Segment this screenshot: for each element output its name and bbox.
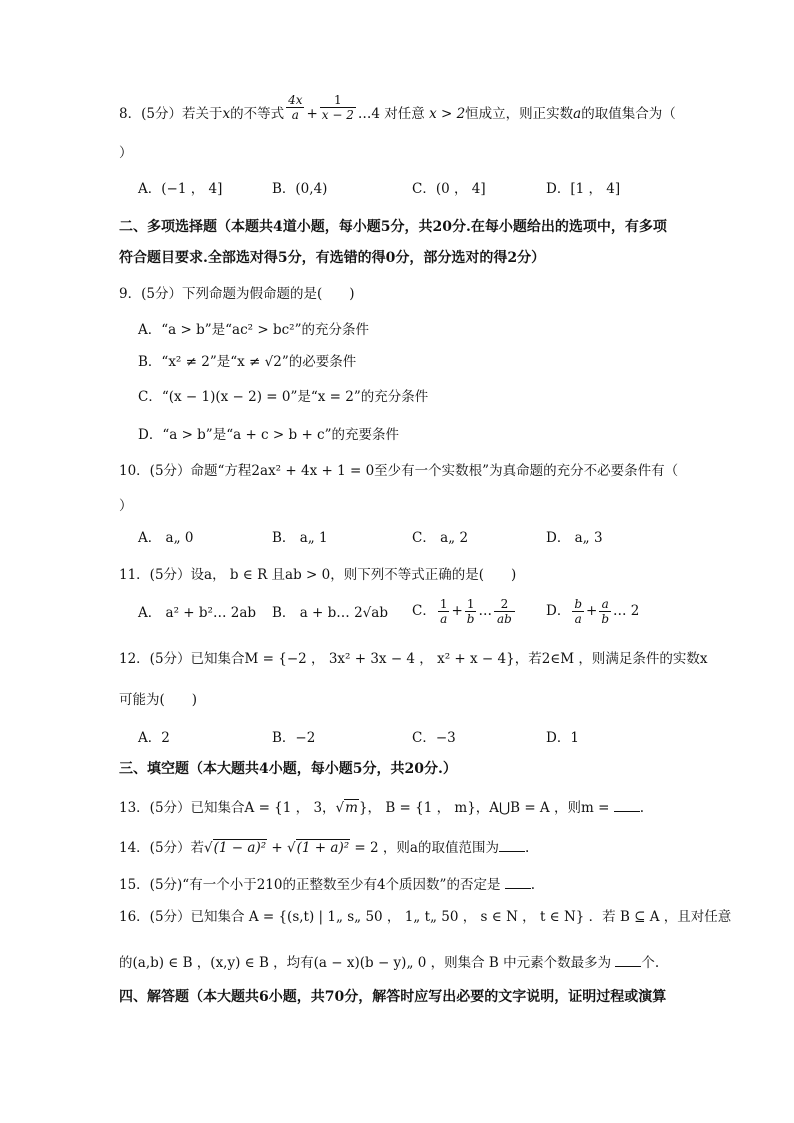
q8-option-d[interactable]: D．[1 ， 4] <box>546 181 621 197</box>
q11-stem: 11．(5分）设a， b ∈ R 且ab > 0，则下列不等式正确的是( ) <box>119 567 517 583</box>
q8-stem-line2: ） <box>119 145 133 161</box>
q8-text-a: 8．(5分）若关于 <box>119 106 223 122</box>
q16-stem-line1: 16．(5分）已知集合 A = {(s,t) | 1„ s„ 50 ， 1„ t„ 50 ， s ∈ N ， t ∈ N} ．若 B ⊆ A ，且对任意 <box>119 909 732 925</box>
q13-text-a: 13．(5分）已知集合A = {1 ， 3， <box>119 800 336 816</box>
q11-option-c[interactable]: C． $\frac{1}{a}$ + $\frac{1}{b}$ … $\frac{2}{ab}$ <box>412 598 517 625</box>
var-a: a <box>573 106 582 122</box>
q14-text-b: = 2 ，则a的取值范围为 <box>350 840 499 856</box>
q12-option-d[interactable]: D．1 <box>546 730 579 746</box>
section2-heading-line1: 二、多项选择题（本题共4道小题，每小题5分，共20分.在每小题给出的选项中，有多项 <box>119 219 667 235</box>
q8-option-c[interactable]: C．(0 ， 4] <box>412 181 486 197</box>
q9-option-c[interactable]: C．“(x − 1)(x − 2) = 0”是“x = 2”的充分条件 <box>138 389 429 405</box>
q9-option-a[interactable]: A．“a > b”是“ac² > bc²”的充分条件 <box>138 322 369 338</box>
q8-text-d: 恒成立，则正实数 <box>465 106 574 122</box>
q14-stem <box>119 839 529 856</box>
q13-text-c: . <box>639 800 644 816</box>
q10-stem-line1: 10．(5分）命题“方程2ax² + 4x + 1 = 0至少有一个实数根”为真命题的充分不必要条件有（ <box>119 463 679 479</box>
q10-option-c[interactable]: C． a„ 2 <box>412 530 469 546</box>
q11-option-c-label: C． <box>412 603 436 619</box>
fraction-1-over-x-minus-2: $\frac{1}{x - 2}$ <box>321 93 354 122</box>
q13-text-b: }， B = {1 ， m}，A⋃B = A ，则m = <box>358 800 610 816</box>
q15-text-b: . <box>530 877 536 893</box>
section3-heading: 三、填空题（本大题共4小题，每小题5分，共20分.） <box>119 761 457 777</box>
q11-option-d-label: D． <box>546 603 571 619</box>
q9-stem: 9．(5分）下列命题为假命题的是( ) <box>119 286 355 302</box>
q14-answer-blank[interactable] <box>499 839 525 852</box>
q15-stem <box>119 876 535 893</box>
q16-stem-line2 <box>119 954 659 971</box>
q14-text-c: . <box>524 840 530 856</box>
q15-answer-blank[interactable] <box>505 876 531 889</box>
q12-option-c[interactable]: C．−3 <box>412 730 456 746</box>
q10-option-d[interactable]: D． a„ 3 <box>546 530 603 546</box>
q10-stem-line2: ） <box>119 498 133 514</box>
q14-text-a: 14．(5分）若 <box>119 840 205 856</box>
q16-answer-blank[interactable] <box>615 954 641 967</box>
section2-heading-line2: 符合题目要求.全部选对得5分，有选错的得0分，部分选对的得2分） <box>119 250 546 266</box>
section4-heading: 四、解答题（本大题共6小题，共70分，解答时应写出必要的文字说明，证明过程或演算 <box>119 989 667 1005</box>
q10-option-b[interactable]: B． a„ 1 <box>272 530 328 546</box>
q10-option-a[interactable]: A． a„ 0 <box>138 530 194 546</box>
q12-option-b[interactable]: B．−2 <box>272 730 316 746</box>
q11-option-a[interactable]: A． a² + b²… 2ab <box>138 605 257 621</box>
q11-option-b[interactable]: B． a + b… 2√ab <box>272 605 388 621</box>
q8-text-b: 的不等式 <box>230 106 285 122</box>
q16-text-a: 的(a,b) ∈ B ，(x,y) ∈ B ，均有(a − x)(b − y)„ 0 ，则集合 B 中元素个数最多为 <box>119 955 612 971</box>
q11-option-d[interactable]: D． $\frac{b}{a}$ + $\frac{a}{b}$ … 2 <box>546 597 640 626</box>
q8-option-b[interactable]: B．(0,4) <box>272 181 328 197</box>
q8-text-c: 4 对任意 <box>371 106 425 122</box>
q15-text-a: 15．(5分)“有一个小于210的正整数至少有4个质因数”的否定是 <box>119 877 501 893</box>
q8-stem-line1: 8．(5分）若关于x的不等式 $\frac{4x}{a}$ + $\frac{1}{x - 2}$ …4 对任意 x > 2恒成立，则正实数a的取值集合为（ <box>119 93 676 122</box>
sqrt-expression: √(1 − a)² + √(1 + a)² <box>204 840 350 856</box>
sqrt-m: √m <box>335 800 358 816</box>
q12-stem-line2: 可能为( ) <box>119 692 198 708</box>
fraction-4x-over-a: $\frac{4x}{a}$ <box>288 93 303 122</box>
q8-condition: x > 2 <box>424 106 466 122</box>
q13-answer-blank[interactable] <box>614 799 640 812</box>
q13-stem <box>119 799 644 816</box>
q8-text-e: 的取值集合为（ <box>581 106 676 122</box>
q12-option-a[interactable]: A．2 <box>138 730 170 746</box>
q9-option-b[interactable]: B．“x² ≠ 2”是“x ≠ √2”的必要条件 <box>138 354 357 370</box>
q16-text-b: 个. <box>641 955 660 971</box>
q9-option-d[interactable]: D．“a > b”是“a + c > b + c”的充要条件 <box>138 427 400 443</box>
q8-option-a[interactable]: A．(−1 ， 4] <box>138 181 223 197</box>
var-x: x <box>222 106 231 122</box>
q12-stem-line1: 12．(5分）已知集合M = {−2 ， 3x² + 3x − 4 ， x² + x − 4}，若2∈M ，则满足条件的实数x <box>119 651 708 667</box>
